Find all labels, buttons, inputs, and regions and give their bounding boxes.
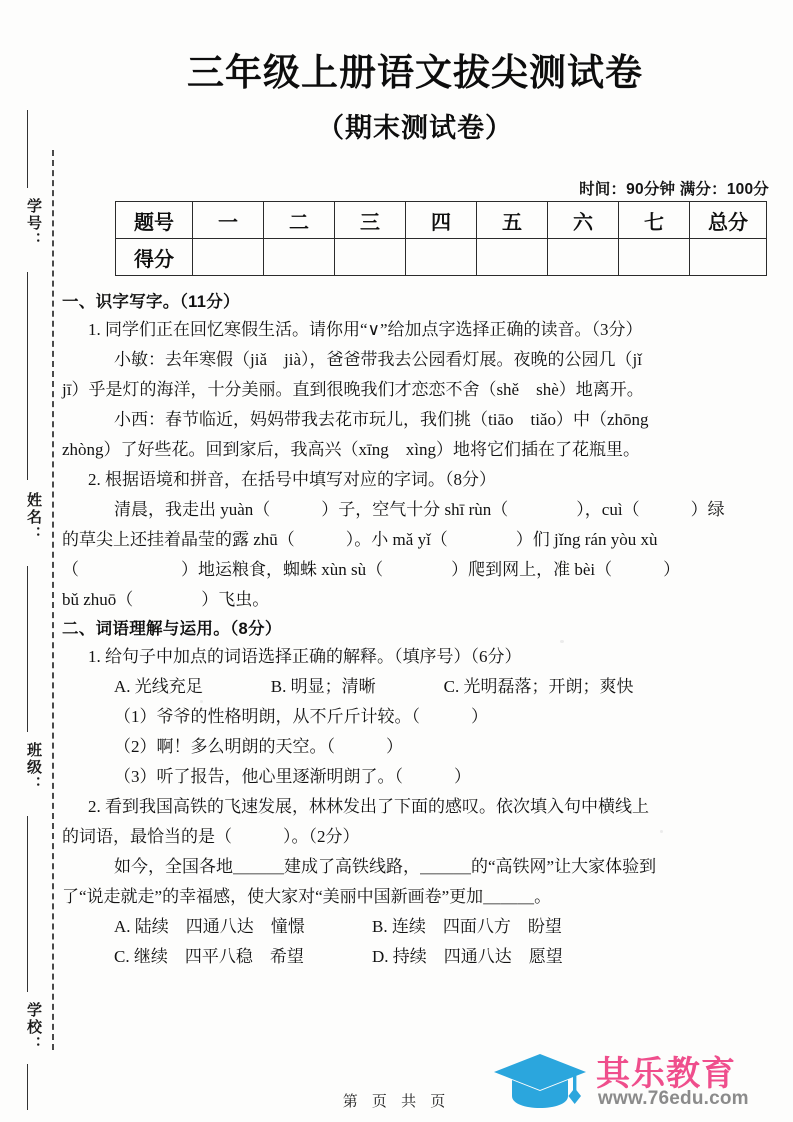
brand-url: www.76edu.com — [598, 1088, 749, 1109]
option-a[interactable]: A. 陆续 四通八达 憧憬 — [114, 917, 305, 936]
question-1-2-line-1: 清晨，我走出 yuàn（ ）子，空气十分 shī rùn（ ），cuì（ ）绿 — [114, 500, 725, 519]
question-2-1-stem: 1. 给句子中加点的词语选择正确的解释。（填序号）（6分） — [88, 647, 522, 666]
seal-label-school: 学校： — [25, 1002, 42, 1053]
sealing-margin — [0, 0, 60, 1122]
seal-label-name: 姓名： — [25, 492, 42, 543]
seal-label-class: 班级： — [25, 742, 42, 793]
question-1-1-line-2: jī）乎是灯的海洋，十分美丽。直到很晚我们才恋恋不舍（shě shè）地离开。 — [62, 380, 644, 399]
question-2-2-passage-line-2: 了“说走就走”的幸福感，使大家对“美丽中国新画卷”更加＿＿＿。 — [62, 887, 552, 906]
page-title: 三年级上册语文拔尖测试卷 — [187, 52, 643, 93]
score-table-col-5: 五 — [477, 202, 548, 239]
question-2-2-passage-line-1: 如今，全国各地＿＿＿建成了高铁线路，＿＿＿的“高铁网”让大家体验到 — [114, 857, 657, 876]
question-1-1-stem: 1. 同学们正在回忆寒假生活。请你用“∨”给加点字选择正确的读音。（3分） — [88, 320, 643, 339]
option-c[interactable]: C. 继续 四平八稳 希望 — [114, 947, 304, 966]
score-cell-2[interactable] — [264, 239, 335, 276]
brand-name: 其乐教育 — [596, 1055, 736, 1093]
option-d[interactable]: D. 持续 四通八达 愿望 — [372, 947, 563, 966]
question-1-2-stem: 2. 根据语境和拼音，在括号中填写对应的字词。（8分） — [88, 470, 496, 489]
page-indicator: 第 页 共 页 — [342, 1093, 451, 1110]
score-table-row-label: 题号 — [116, 202, 193, 239]
sealing-rule — [27, 272, 28, 480]
table-row — [116, 239, 767, 276]
score-cell-total[interactable] — [690, 239, 767, 276]
score-table-col-6: 六 — [548, 202, 619, 239]
score-table-col-7: 七 — [619, 202, 690, 239]
sealing-rule — [27, 110, 28, 188]
exam-content — [62, 288, 772, 972]
score-cell-6[interactable] — [548, 239, 619, 276]
score-table-col-4: 四 — [406, 202, 477, 239]
sealing-rule — [27, 816, 28, 992]
sealing-dashed-line — [52, 150, 54, 1050]
question-2-1-item-1: （1）爷爷的性格明朗，从不斤斤计较。（ ） — [114, 707, 488, 726]
score-cell-4[interactable] — [406, 239, 477, 276]
question-2-2-stem-line-1: 2. 看到我国高铁的飞速发展，林林发出了下面的感叹。依次填入句中横线上 — [88, 797, 649, 816]
sealing-rule — [27, 566, 28, 732]
question-2-2-stem-line-2: 的词语，最恰当的是（ ）。（2分） — [62, 827, 360, 846]
graduation-cap-icon — [492, 1050, 588, 1110]
score-cell-5[interactable] — [477, 239, 548, 276]
section-heading-2: 二、词语理解与运用。（8分） — [62, 620, 282, 638]
section-heading-1: 一、识字写字。（11分） — [62, 293, 240, 311]
page-subtitle: （期末测试卷） — [317, 113, 513, 143]
score-cell-7[interactable] — [619, 239, 690, 276]
question-1-1-line-3: 小西：春节临近，妈妈带我去花市玩儿，我们挑（tiāo tiǎo）中（zhōng — [114, 410, 649, 429]
question-2-1-choices: A. 光线充足 B. 明显；清晰 C. 光明磊落；开朗；爽快 — [114, 677, 634, 696]
score-cell-3[interactable] — [335, 239, 406, 276]
score-table-col-2: 二 — [264, 202, 335, 239]
seal-label-student-id: 学号： — [25, 198, 42, 249]
score-table-col-1: 一 — [193, 202, 264, 239]
score-table-col-3: 三 — [335, 202, 406, 239]
question-2-2-option-row-1 — [62, 912, 772, 942]
question-1-2-line-4: bǔ zhuō（ ）飞虫。 — [62, 590, 270, 609]
score-table-col-total: 总分 — [690, 202, 767, 239]
option-b[interactable]: B. 连续 四面八方 盼望 — [372, 917, 562, 936]
score-table — [115, 201, 767, 276]
question-1-2-line-3: （ ）地运粮食，蜘蛛 xùn sù（ ）爬到网上，准 bèi（ ） — [62, 560, 681, 579]
question-2-1-item-2: （2）啊！多么明朗的天空。（ ） — [114, 737, 403, 756]
question-1-1-line-1: 小敏：去年寒假（jiǎ jià），爸爸带我去公园看灯展。夜晚的公园几（jǐ — [114, 350, 642, 369]
question-1-2-line-2: 的草尖上还挂着晶莹的露 zhū（ ）。小 mǎ yǐ（ ）们 jǐng rán yòu xù — [62, 530, 658, 549]
exam-meta: 时间：90分钟 满分：100分 — [579, 181, 769, 198]
question-1-1-line-4: zhòng）了好些花。回到家后，我高兴（xīng xìng）地将它们插在了花瓶里。 — [62, 440, 640, 459]
score-cell-1[interactable] — [193, 239, 264, 276]
question-2-1-item-3: （3）听了报告，他心里逐渐明朗了。（ ） — [114, 767, 471, 786]
table-row — [116, 202, 767, 239]
score-table-row-label: 得分 — [116, 239, 193, 276]
question-2-2-option-row-2 — [62, 942, 772, 972]
site-logo — [492, 1048, 782, 1114]
